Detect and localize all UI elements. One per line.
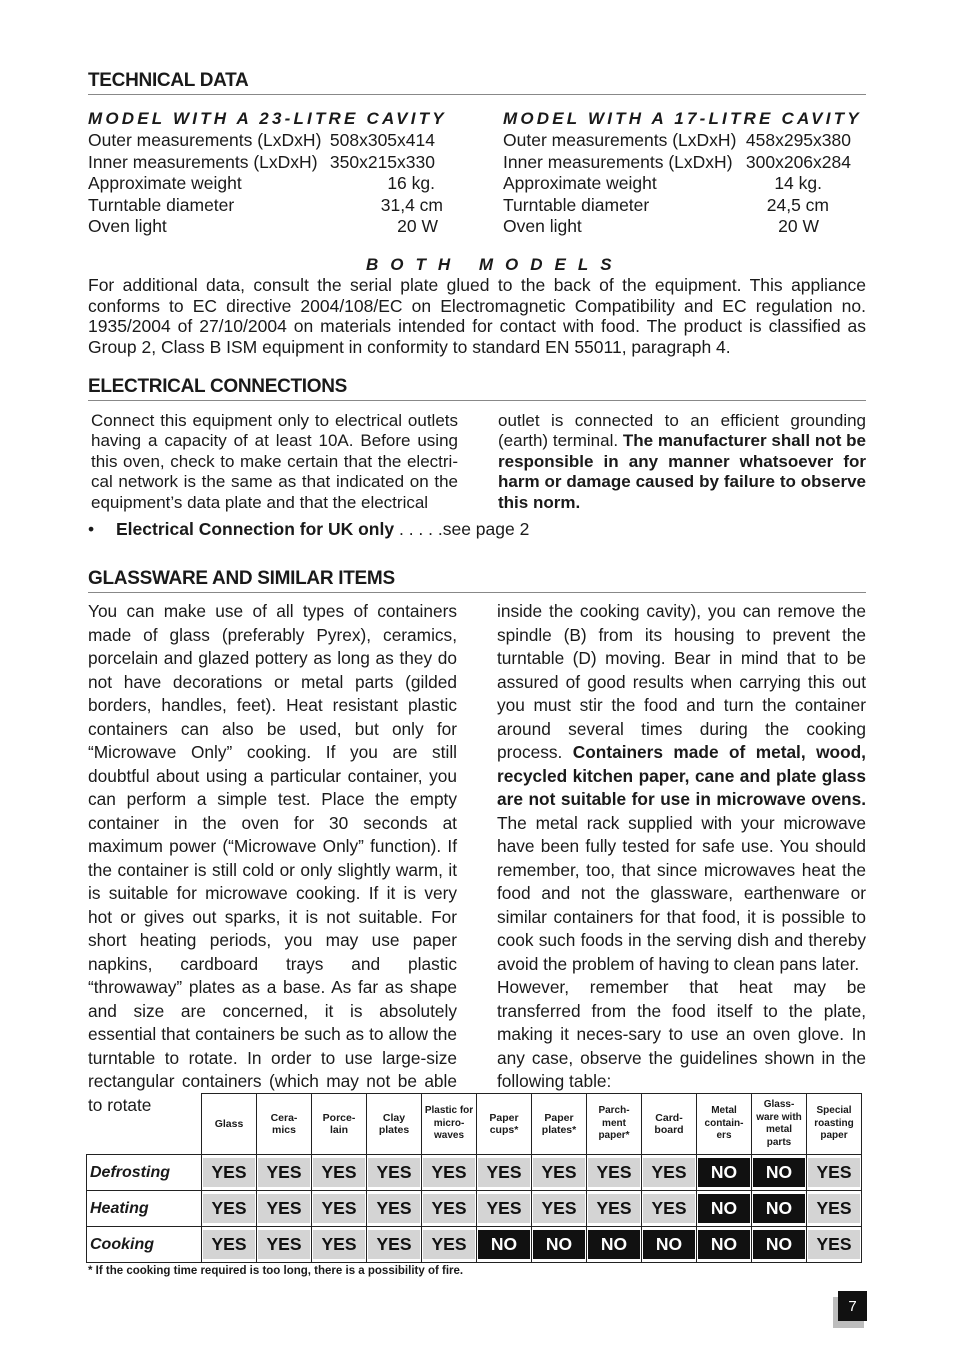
column-header-line: Card- — [655, 1111, 683, 1124]
column-header-line: board — [654, 1124, 684, 1136]
spec-label: Approximate weight — [88, 173, 242, 193]
column-header — [752, 1094, 807, 1155]
spec-row — [88, 173, 458, 195]
spec-label: Inner measurements (LxDxH) — [88, 151, 318, 172]
no-badge: NO — [643, 1230, 695, 1259]
table-cell — [422, 1227, 477, 1263]
column-header — [532, 1094, 587, 1155]
table-row — [87, 1155, 862, 1191]
table-row — [87, 1191, 862, 1227]
table-cell — [752, 1191, 807, 1227]
column-header — [807, 1094, 862, 1155]
table-cell — [642, 1155, 697, 1191]
yes-badge: YES — [588, 1158, 640, 1187]
column-header-line: Clay — [382, 1111, 406, 1124]
table-row — [87, 1227, 862, 1263]
model-23-specs — [88, 130, 458, 238]
spec-value: 300x206x284 — [745, 151, 851, 172]
column-header-line: Special — [816, 1105, 852, 1117]
spec-value: 14 kg. — [774, 173, 822, 193]
spec-label: Oven light — [88, 216, 167, 236]
column-header-line: Glass- — [763, 1099, 795, 1110]
table-corner — [87, 1094, 202, 1155]
row-label: Heating — [87, 1191, 202, 1227]
yes-badge: YES — [643, 1158, 695, 1187]
yes-badge: YES — [478, 1158, 530, 1187]
column-header-line: Glass — [214, 1117, 244, 1130]
yes-badge: YES — [258, 1230, 310, 1259]
column-header-line: Paper — [544, 1111, 574, 1124]
column-header-line: ers — [716, 1130, 732, 1142]
column-header — [257, 1094, 312, 1155]
table-cell — [312, 1191, 367, 1227]
glassware-right-part1: inside the cooking cavity), you can remove the spindle (B) from its housing to prevent the turntable (D) moving. Bear in mind that to be assured of good results when carrying this out you must stir the food and turn the container around several times during the cooking process. — [497, 601, 866, 762]
table-header-row — [87, 1094, 862, 1155]
column-header-line: ment — [602, 1117, 626, 1129]
table-cell — [532, 1155, 587, 1191]
row-label: Cooking — [87, 1227, 202, 1263]
no-badge: NO — [698, 1230, 750, 1259]
column-header-line: Metal — [711, 1105, 737, 1117]
spec-value: 20 W — [778, 216, 819, 236]
yes-badge: YES — [423, 1158, 475, 1187]
electrical-right-bold: The manufacturer shall not be responsible in any manner whatsoever for harm or damage caused by failure to observe this norm. — [498, 431, 866, 512]
uk-connection-label: Electrical Connection for UK only — [116, 519, 395, 539]
table-cell — [422, 1155, 477, 1191]
model-17-section — [503, 108, 873, 238]
spec-row — [503, 216, 873, 238]
column-header — [202, 1094, 257, 1155]
spec-label: Turntable diameter — [88, 194, 235, 215]
spec-row — [503, 195, 873, 217]
table-cell — [257, 1191, 312, 1227]
column-header-line: paper — [820, 1130, 848, 1142]
electrical-left-text: Connect this equipment only to electrical outlets having a capacity of at least 10A. Before using this oven, check to make certain that the electri-cal network is the same as that indicated on the equipment’s data plate and that the electrical — [91, 411, 458, 512]
column-header-line: paper* — [598, 1130, 630, 1142]
bullet-icon: • — [88, 519, 95, 539]
column-header-line: Paper — [489, 1111, 519, 1124]
table-cell — [752, 1227, 807, 1263]
table-cell — [587, 1191, 642, 1227]
spec-value: 31,4 cm — [380, 194, 443, 215]
spec-label: Outer measurements (LxDxH) — [88, 130, 322, 150]
table-cell — [807, 1191, 862, 1227]
column-header — [477, 1094, 532, 1155]
table-cell — [422, 1191, 477, 1227]
yes-badge: YES — [368, 1230, 420, 1259]
yes-badge: YES — [423, 1194, 475, 1223]
model-23-section — [88, 108, 458, 238]
table-footnote: * If the cooking time required is too long, there is a possibility of fire. — [88, 1265, 464, 1277]
both-models-title: BOTH MODELS — [366, 255, 624, 274]
yes-badge: YES — [368, 1158, 420, 1187]
spec-row — [503, 173, 873, 195]
spec-value: 508x305x414 — [329, 130, 435, 150]
yes-badge: YES — [808, 1158, 860, 1187]
yes-badge: YES — [203, 1194, 255, 1223]
row-label: Defrosting — [87, 1155, 202, 1191]
spec-value: 20 W — [397, 216, 438, 236]
yes-badge: YES — [203, 1230, 255, 1259]
column-header — [422, 1094, 477, 1155]
table-cell — [587, 1155, 642, 1191]
table-cell — [697, 1155, 752, 1191]
column-header — [697, 1094, 752, 1155]
technical-data-heading: TECHNICAL DATA — [88, 70, 866, 95]
column-header — [367, 1094, 422, 1155]
column-header-line: parts — [766, 1136, 792, 1148]
electrical-right-text — [498, 411, 866, 513]
column-header-line: Plastic for — [424, 1105, 474, 1117]
model-17-title: MODEL WITH A 17-LITRE CAVITY — [503, 109, 862, 128]
spec-row — [88, 216, 458, 238]
spec-row — [503, 152, 873, 174]
table-cell — [257, 1155, 312, 1191]
no-badge: NO — [533, 1230, 585, 1259]
yes-badge: YES — [808, 1230, 860, 1259]
no-badge: NO — [588, 1230, 640, 1259]
yes-badge: YES — [643, 1194, 695, 1223]
column-header-line: plates* — [541, 1124, 577, 1136]
yes-badge: YES — [588, 1194, 640, 1223]
model-23-title: MODEL WITH A 23-LITRE CAVITY — [88, 109, 447, 128]
spec-value: 458x295x380 — [745, 130, 851, 150]
column-header-line: Parch- — [598, 1105, 630, 1117]
spec-label: Outer measurements (LxDxH) — [503, 130, 737, 150]
spec-label: Approximate weight — [503, 173, 657, 193]
both-models-text: For additional data, consult the serial plate glued to the back of the equipment. This appliance conforms to EC directive 2004/108/EC on Electromagnetic Compatibility and EC regulation no. 1935/2004 of 27/10/2004 on materials intended for contact with food. The product is classified as Group 2, Class B ISM equipment in conformity to standard EN 55011, paragraph 4. — [88, 275, 866, 357]
no-badge: NO — [698, 1194, 750, 1223]
table-cell — [532, 1191, 587, 1227]
table-cell — [532, 1227, 587, 1263]
glassware-left-text: You can make use of all types of containers made of glass (preferably Pyrex), ceramics, porcelain and glazed pottery as long as they do not have decorations or metal parts (gilded borders, handles, feet). Heat resistant plastic containers can also be used, but only for “Microwave Only” cooking. If you are still doubtful about using a particular container, you can perform a simple test. Place the empty container in the oven for 30 seconds at maximum power (“Microwave Only” function). If the container is still cold or only slightly warm, it is suitable for microwave cooking. If it is very hot or gives out sparks, it is not suitable. For short heating periods, you may use paper napkins, cardboard trays and plastic “throwaway” plates as a base. As far as shape and size are concerned, it is absolutely essential that containers be such as to allow the turntable to rotate. In order to use large-size rectangular containers (which may not be able to rotate — [88, 601, 457, 1115]
yes-badge: YES — [478, 1194, 530, 1223]
table-cell — [367, 1191, 422, 1227]
column-header-line: mics — [272, 1124, 296, 1136]
no-badge: NO — [478, 1230, 530, 1259]
page-number: 7 — [838, 1291, 867, 1321]
column-header-line: Cera- — [270, 1111, 298, 1124]
spec-row — [503, 130, 873, 152]
column-header-line: cups* — [489, 1124, 519, 1136]
no-badge: NO — [698, 1158, 750, 1187]
table-cell — [202, 1191, 257, 1227]
table-cell — [642, 1227, 697, 1263]
column-header-line: metal — [765, 1124, 793, 1135]
spec-row — [88, 152, 458, 174]
glassware-right-part2: The metal rack supplied with your microwave have been fully tested for safe use. You should remember, too, that since microwaves heat the food and not the glassware, earthenware or similar containers for that food, it is possible to cook such foods in the serving dish and thereby avoid the problem of having to clean pans later. — [497, 812, 866, 974]
yes-badge: YES — [533, 1194, 585, 1223]
column-header-line: waves — [433, 1130, 465, 1142]
uk-connection-bullet — [88, 518, 529, 540]
table-cell — [312, 1227, 367, 1263]
column-header-line: ware with — [756, 1111, 802, 1123]
yes-badge: YES — [313, 1194, 365, 1223]
table-cell — [312, 1155, 367, 1191]
spec-label: Oven light — [503, 216, 582, 236]
glassware-right-part3: However, remember that heat may be transferred from the food itself to the plate, making it neces-sary to use an oven glove. In any case, observe the guidelines shown in the following table: — [497, 977, 866, 1091]
electrical-right-plain: outlet is connected to an efficient grounding (earth) terminal. — [498, 411, 866, 451]
glassware-heading: GLASSWARE AND SIMILAR ITEMS — [88, 568, 866, 593]
yes-badge: YES — [203, 1158, 255, 1187]
yes-badge: YES — [808, 1194, 860, 1223]
yes-badge: YES — [258, 1158, 310, 1187]
no-badge: NO — [753, 1194, 805, 1223]
spec-label: Turntable diameter — [503, 194, 650, 215]
table-cell — [477, 1155, 532, 1191]
column-header-line: plates — [378, 1124, 410, 1136]
model-17-specs — [503, 130, 873, 238]
table-cell — [752, 1155, 807, 1191]
table-cell — [587, 1227, 642, 1263]
spec-row — [88, 130, 458, 152]
table-cell — [807, 1155, 862, 1191]
table-cell — [202, 1155, 257, 1191]
no-badge: NO — [753, 1158, 805, 1187]
yes-badge: YES — [313, 1230, 365, 1259]
uk-connection-page-ref: . . . . .see page 2 — [394, 519, 530, 539]
column-header-line: micro- — [433, 1117, 465, 1129]
column-header-line: Porce- — [322, 1111, 356, 1124]
no-badge: NO — [753, 1230, 805, 1259]
yes-badge: YES — [368, 1194, 420, 1223]
table-cell — [202, 1227, 257, 1263]
table-cell — [367, 1227, 422, 1263]
table-body — [87, 1155, 862, 1263]
spec-value: 24,5 cm — [766, 194, 829, 215]
column-header-line: contain- — [704, 1117, 744, 1129]
glassware-right-bold: Containers made of metal, wood, recycled kitchen paper, cane and plate glass are not suitable for use in microwave ovens. — [497, 742, 866, 809]
spec-row — [88, 195, 458, 217]
yes-badge: YES — [313, 1158, 365, 1187]
yes-badge: YES — [258, 1194, 310, 1223]
table-cell — [257, 1227, 312, 1263]
table-cell — [477, 1191, 532, 1227]
electrical-connections-heading: ELECTRICAL CONNECTIONS — [88, 376, 866, 401]
spec-value: 16 kg. — [387, 173, 435, 193]
column-header — [587, 1094, 642, 1155]
spec-label: Inner measurements (LxDxH) — [503, 151, 733, 172]
table-cell — [477, 1227, 532, 1263]
table-cell — [642, 1191, 697, 1227]
table-cell — [697, 1191, 752, 1227]
table-cell — [367, 1155, 422, 1191]
spec-value: 350x215x330 — [329, 151, 435, 172]
column-header-line: roasting — [814, 1117, 854, 1129]
table-cell — [807, 1227, 862, 1263]
yes-badge: YES — [533, 1158, 585, 1187]
column-header — [312, 1094, 367, 1155]
yes-badge: YES — [423, 1230, 475, 1259]
container-suitability-table — [86, 1093, 862, 1263]
glassware-right-text — [497, 600, 866, 1094]
column-header-line: lain — [329, 1124, 349, 1136]
table-cell — [697, 1227, 752, 1263]
column-header — [642, 1094, 697, 1155]
